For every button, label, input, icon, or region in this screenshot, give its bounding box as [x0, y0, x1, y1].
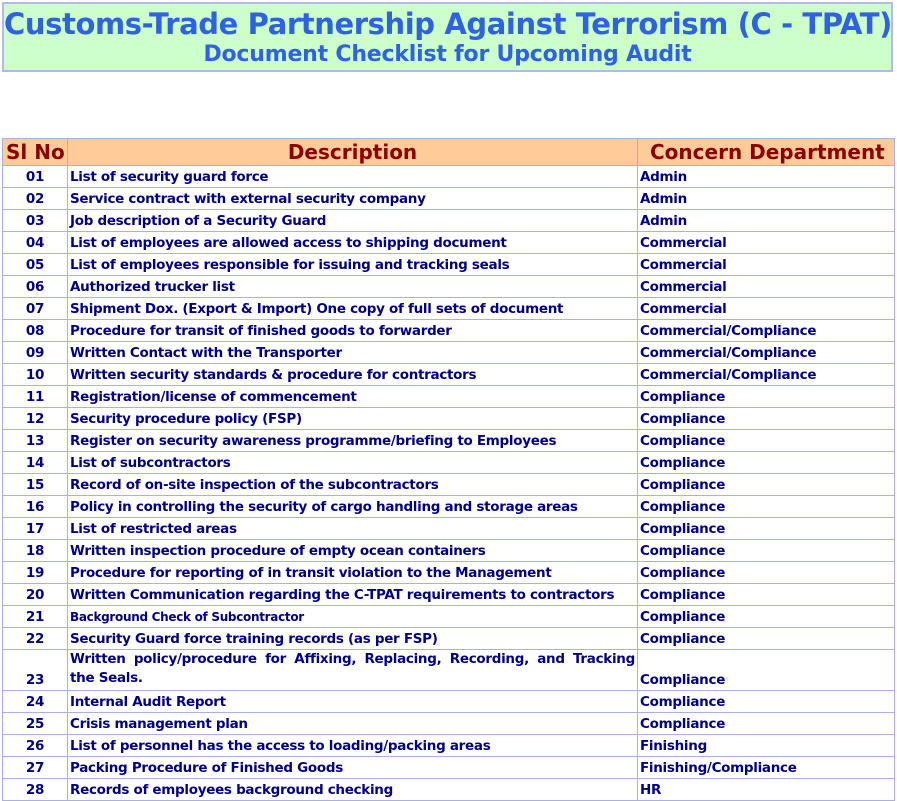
table-header-row — [3, 139, 895, 166]
table-row — [3, 691, 895, 713]
table-row — [3, 232, 895, 254]
row-description: Policy in controlling the security of cargo handling and storage areas — [68, 496, 638, 518]
row-description: Crisis management plan — [68, 713, 638, 735]
row-department: Finishing/Compliance — [638, 757, 895, 779]
row-sl-no: 25 — [3, 713, 68, 735]
row-sl-no: 04 — [3, 232, 68, 254]
table-row — [3, 210, 895, 232]
row-department: Compliance — [638, 474, 895, 496]
table-row — [3, 540, 895, 562]
row-department: Admin — [638, 188, 895, 210]
row-description: Record of on-site inspection of the subcontractors — [68, 474, 638, 496]
row-department: Compliance — [638, 386, 895, 408]
row-department: Commercial/Compliance — [638, 342, 895, 364]
row-sl-no: 05 — [3, 254, 68, 276]
row-department: Finishing — [638, 735, 895, 757]
row-description: List of subcontractors — [68, 452, 638, 474]
row-description: Register on security awareness programme/briefing to Employees — [68, 430, 638, 452]
table-body — [3, 166, 895, 801]
row-description: Written Contact with the Transporter — [68, 342, 638, 364]
checklist-table — [2, 138, 895, 801]
row-department: Commercial/Compliance — [638, 364, 895, 386]
table-row — [3, 386, 895, 408]
row-sl-no: 11 — [3, 386, 68, 408]
row-department: Compliance — [638, 408, 895, 430]
row-department: Commercial — [638, 254, 895, 276]
title-banner — [2, 2, 893, 72]
table-row — [3, 713, 895, 735]
row-department: Compliance — [638, 606, 895, 628]
row-department: Commercial — [638, 232, 895, 254]
row-sl-no: 16 — [3, 496, 68, 518]
row-sl-no: 03 — [3, 210, 68, 232]
row-department: Compliance — [638, 713, 895, 735]
row-sl-no: 17 — [3, 518, 68, 540]
row-sl-no: 09 — [3, 342, 68, 364]
row-department: Compliance — [638, 562, 895, 584]
table-row — [3, 166, 895, 188]
table-row — [3, 342, 895, 364]
row-sl-no: 18 — [3, 540, 68, 562]
row-description: List of restricted areas — [68, 518, 638, 540]
table-row — [3, 628, 895, 650]
row-description: Packing Procedure of Finished Goods — [68, 757, 638, 779]
table-row — [3, 735, 895, 757]
row-department: Compliance — [638, 540, 895, 562]
row-sl-no: 15 — [3, 474, 68, 496]
row-sl-no: 07 — [3, 298, 68, 320]
row-description: Written policy/procedure for Affixing, Replacing, Recording, and Tracking the Seals. — [68, 650, 638, 691]
table-row — [3, 254, 895, 276]
row-department: Compliance — [638, 650, 895, 691]
column-header-department: Concern Department — [638, 139, 895, 166]
table-row — [3, 320, 895, 342]
table-row — [3, 430, 895, 452]
row-description: Registration/license of commencement — [68, 386, 638, 408]
row-sl-no: 22 — [3, 628, 68, 650]
row-sl-no: 12 — [3, 408, 68, 430]
row-department: Commercial — [638, 298, 895, 320]
row-sl-no: 13 — [3, 430, 68, 452]
table-row — [3, 779, 895, 801]
row-department: Admin — [638, 166, 895, 188]
row-description: Job description of a Security Guard — [68, 210, 638, 232]
table-row — [3, 276, 895, 298]
table-row — [3, 518, 895, 540]
row-description: List of personnel has the access to loading/packing areas — [68, 735, 638, 757]
row-description: Procedure for reporting of in transit violation to the Management — [68, 562, 638, 584]
row-department: HR — [638, 779, 895, 801]
row-sl-no: 27 — [3, 757, 68, 779]
column-header-sl-no: Sl No — [3, 139, 68, 166]
row-description: List of security guard force — [68, 166, 638, 188]
row-description: Internal Audit Report — [68, 691, 638, 713]
row-description: Authorized trucker list — [68, 276, 638, 298]
row-department: Compliance — [638, 452, 895, 474]
row-sl-no: 10 — [3, 364, 68, 386]
row-sl-no: 28 — [3, 779, 68, 801]
row-sl-no: 23 — [3, 650, 68, 691]
table-row — [3, 584, 895, 606]
row-description: Written security standards & procedure for contractors — [68, 364, 638, 386]
table-row — [3, 298, 895, 320]
row-sl-no: 24 — [3, 691, 68, 713]
page-title: Customs-Trade Partnership Against Terrorism (C - TPAT) — [4, 7, 893, 41]
row-description: Service contract with external security company — [68, 188, 638, 210]
table-row — [3, 364, 895, 386]
row-department: Compliance — [638, 691, 895, 713]
row-sl-no: 19 — [3, 562, 68, 584]
row-department: Commercial — [638, 276, 895, 298]
table-row — [3, 408, 895, 430]
row-description: Written inspection procedure of empty ocean containers — [68, 540, 638, 562]
row-sl-no: 21 — [3, 606, 68, 628]
row-description: List of employees responsible for issuing and tracking seals — [68, 254, 638, 276]
table-row — [3, 562, 895, 584]
table-row — [3, 650, 895, 691]
row-description: Written Communication regarding the C-TPAT requirements to contractors — [68, 584, 638, 606]
page-subtitle: Document Checklist for Upcoming Audit — [203, 42, 692, 67]
table-row — [3, 452, 895, 474]
row-sl-no: 02 — [3, 188, 68, 210]
row-department: Compliance — [638, 496, 895, 518]
row-sl-no: 01 — [3, 166, 68, 188]
row-description: Shipment Dox. (Export & Import) One copy of full sets of document — [68, 298, 638, 320]
row-sl-no: 20 — [3, 584, 68, 606]
row-description: Background Check of Subcontractor — [68, 606, 638, 628]
row-department: Compliance — [638, 584, 895, 606]
row-description: Records of employees background checking — [68, 779, 638, 801]
table-row — [3, 474, 895, 496]
column-header-description: Description — [68, 139, 638, 166]
table-row — [3, 496, 895, 518]
row-sl-no: 06 — [3, 276, 68, 298]
row-department: Admin — [638, 210, 895, 232]
row-department: Commercial/Compliance — [638, 320, 895, 342]
table-row — [3, 188, 895, 210]
table-row — [3, 757, 895, 779]
row-description: Procedure for transit of finished goods to forwarder — [68, 320, 638, 342]
row-description: Security procedure policy (FSP) — [68, 408, 638, 430]
row-sl-no: 08 — [3, 320, 68, 342]
row-department: Compliance — [638, 518, 895, 540]
table-row — [3, 606, 895, 628]
row-description: List of employees are allowed access to shipping document — [68, 232, 638, 254]
row-sl-no: 26 — [3, 735, 68, 757]
row-description: Security Guard force training records (as per FSP) — [68, 628, 638, 650]
row-department: Compliance — [638, 430, 895, 452]
row-sl-no: 14 — [3, 452, 68, 474]
row-department: Compliance — [638, 628, 895, 650]
